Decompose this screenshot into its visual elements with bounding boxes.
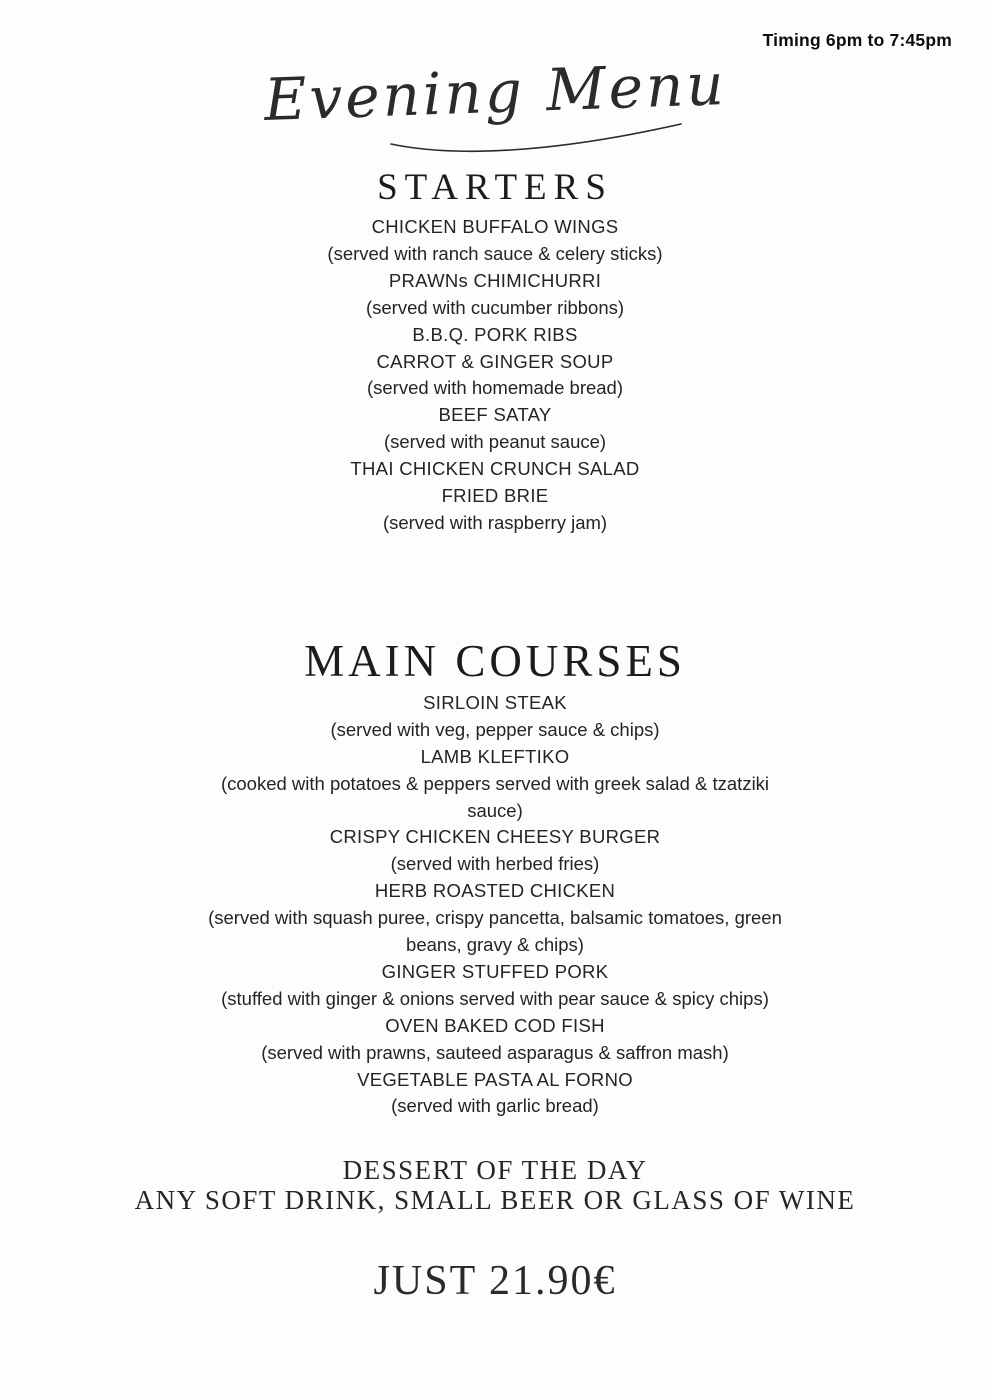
- menu-item-name: BEEF SATAY: [438, 404, 552, 426]
- menu-footer: [0, 1156, 990, 1305]
- menu-item: [0, 959, 990, 1013]
- menu-item-desc: (served with prawns, sauteed asparagus & saffron mash): [261, 1041, 729, 1063]
- menu-item-desc: (served with garlic bread): [391, 1095, 599, 1117]
- timing-note: Timing 6pm to 7:45pm: [762, 30, 952, 50]
- menu-item: [0, 744, 990, 825]
- menu-item-name: FRIED BRIE: [441, 485, 549, 507]
- menu-title: Evening Menu: [262, 49, 728, 135]
- menu-item-desc: (served with homemade bread): [366, 377, 624, 399]
- menu-item-name: B.B.Q. PORK RIBS: [412, 323, 578, 345]
- menu-item-desc: (served with veg, pepper sauce & chips): [330, 718, 660, 740]
- menu-item: [0, 268, 990, 322]
- section-items: [0, 690, 990, 1121]
- menu-item-name: LAMB KLEFTIKO: [420, 745, 570, 767]
- menu-section-starters: [0, 166, 990, 537]
- menu-item: [0, 690, 990, 744]
- menu-item: [0, 456, 990, 483]
- menu-item-desc: (served with raspberry jam): [382, 511, 608, 533]
- menu-item: [0, 824, 990, 878]
- menu-item: [0, 322, 990, 349]
- menu-item: [0, 878, 990, 959]
- menu-sections: [0, 166, 990, 1120]
- menu-item: [0, 402, 990, 456]
- menu-title-block: [0, 0, 990, 162]
- menu-item-name: CRISPY CHICKEN CHEESY BURGER: [329, 826, 661, 848]
- menu-item-name: PRAWNs CHIMICHURRI: [388, 269, 602, 291]
- section-heading: STARTERS: [377, 167, 613, 208]
- menu-item-desc: (served with ranch sauce & celery sticks): [327, 242, 663, 264]
- menu-item-desc: (stuffed with ginger & onions served with pear sauce & spicy chips): [221, 987, 769, 1009]
- price-line: JUST 21.90€: [373, 1258, 617, 1305]
- drinks-line: ANY SOFT DRINK, SMALL BEER OR GLASS OF WINE: [134, 1184, 856, 1215]
- menu-item: [0, 483, 990, 537]
- menu-item-name: VEGETABLE PASTA AL FORNO: [357, 1068, 633, 1090]
- menu-section-main-courses: [0, 635, 990, 1121]
- menu-item-name: HERB ROASTED CHICKEN: [374, 880, 616, 902]
- menu-item-desc: (cooked with potatoes & peppers served with greek salad & tzatziki sauce): [220, 772, 770, 821]
- menu-item-name: CHICKEN BUFFALO WINGS: [371, 216, 619, 237]
- section-items: [0, 214, 990, 537]
- menu-item-name: CARROT & GINGER SOUP: [376, 350, 614, 372]
- menu-item-name: GINGER STUFFED PORK: [381, 960, 609, 982]
- dessert-line: DESSERT OF THE DAY: [342, 1155, 648, 1186]
- menu-item-desc: (served with cucumber ribbons): [365, 296, 625, 318]
- menu-item: [0, 214, 990, 268]
- title-swash-icon: [387, 118, 687, 158]
- menu-item-desc: (served with squash puree, crispy pancetta, balsamic tomatoes, green beans, gravy & chips): [208, 907, 782, 956]
- menu-item-name: SIRLOIN STEAK: [423, 691, 567, 713]
- section-heading: MAIN COURSES: [304, 635, 686, 686]
- menu-item: [0, 1013, 990, 1067]
- menu-item-name: OVEN BAKED COD FISH: [385, 1014, 605, 1036]
- menu-item: [0, 349, 990, 403]
- menu-item: [0, 1067, 990, 1121]
- menu-item-desc: (served with herbed fries): [390, 853, 600, 875]
- menu-item-name: THAI CHICKEN CRUNCH SALAD: [350, 458, 640, 480]
- menu-item-desc: (served with peanut sauce): [383, 431, 607, 453]
